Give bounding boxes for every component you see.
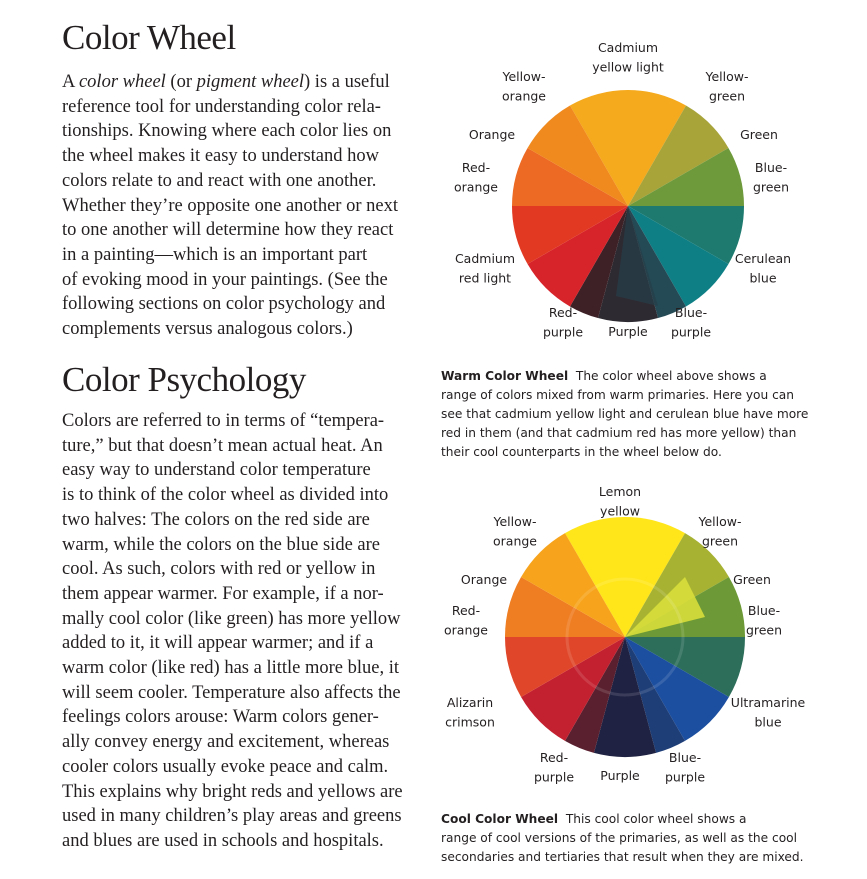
psych-line: them appear warmer. For example, if a nor- (62, 583, 384, 604)
psych-line: feelings colors arouse: Warm colors gener- (62, 707, 379, 728)
wheel-label-red-orange: Red-orange (454, 160, 498, 195)
wheel-label-yellow-green: Yellow-green (705, 69, 749, 104)
wheel-label-top: Cadmium yellow light (592, 40, 664, 75)
wheel-label-yellow-orange: Yellow-orange (493, 514, 537, 549)
wheel-label-blue: Cerulean blue (734, 251, 792, 286)
wheel-label-blue-purple: Blue-purple (670, 305, 712, 340)
psych-line: ture,” but that doesn’t mean actual heat. An (62, 435, 383, 456)
intro-line: Whether they’re opposite one another or next (62, 195, 398, 216)
caption-line: range of colors mixed from warm primaries. Here you can (441, 388, 794, 402)
wheel-label-green: Green (740, 127, 778, 142)
wheel-label-green: Green (733, 572, 771, 587)
caption-line: see that cadmium yellow light and cerulean blue have more (441, 407, 809, 421)
intro-line: in a painting—which is an important part (62, 244, 368, 265)
wheel-label-blue: Ultramarine blue (730, 695, 806, 730)
wheel-label-blue-purple: Blue-purple (664, 750, 706, 785)
wheel-label-orange: Orange (460, 572, 508, 587)
intro-line: complements versus analogous colors.) (62, 319, 353, 340)
caption-line: red in them (and that cadmium red has more yellow) than (441, 426, 797, 440)
wheel-label-red: Alizarin crimson (445, 695, 495, 730)
wheel-label-red-purple: Red-purple (533, 750, 575, 785)
wheel-label-red-purple: Red-purple (542, 305, 584, 340)
wheel-label-red: Cadmium red light (454, 251, 516, 286)
caption-line: range of cool versions of the primaries, as well as the cool (441, 831, 798, 845)
wheel-label-yellow-orange: Yellow-orange (502, 69, 546, 104)
psych-line: This explains why bright reds and yellows are (62, 781, 403, 802)
psych-line: ally convey energy and excitement, whereas (62, 732, 390, 753)
cool-wheel-caption (441, 810, 821, 867)
caption-line: Cool Color Wheel This cool color wheel shows a (441, 812, 747, 826)
intro-line: reference tool for understanding color rela- (62, 96, 381, 117)
psych-line: used in many children’s play areas and greens (62, 806, 402, 827)
wheel-label-blue-green: Blue-green (752, 160, 790, 195)
color-wheel-heading: Color Wheel (62, 18, 236, 57)
intro-line: colors relate to and react with one another. (62, 170, 377, 191)
psych-line: added to it, it will appear warmer; and if a (62, 633, 374, 654)
caption-line: their cool counterparts in the wheel below do. (441, 445, 722, 459)
intro-line: to one another will determine how they react (62, 220, 394, 241)
psych-line: warm, while the colors on the blue side are (62, 534, 380, 555)
wheel-label-red-orange: Red-orange (444, 603, 488, 638)
intro-line: A color wheel (or pigment wheel) is a useful (62, 72, 390, 92)
warm-caption-title: Warm Color Wheel (441, 369, 569, 383)
intro-line: of evoking mood in your paintings. (See the (62, 269, 388, 290)
cool-caption-title: Cool Color Wheel (441, 812, 559, 826)
wheel-label-purple: Purple (608, 324, 648, 339)
intro-line: the wheel makes it easy to understand how (62, 146, 379, 167)
psych-line: cooler colors usually evoke peace and calm. (62, 756, 389, 777)
wheel-label-top: Lemon yellow (598, 484, 642, 519)
color-psychology-heading: Color Psychology (62, 360, 306, 399)
wheel-label-purple: Purple (600, 768, 640, 783)
warm-wheel-caption (441, 367, 821, 462)
wheel-label-blue-green: Blue-green (745, 603, 783, 638)
psych-line: will seem cooler. Temperature also affects the (62, 682, 401, 703)
psych-line: cool. As such, colors with red or yellow in (62, 559, 376, 580)
intro-line: tionships. Knowing where each color lies on (62, 121, 392, 142)
psych-line: mally cool color (like green) has more yellow (62, 608, 401, 629)
wheel-label-orange: Orange (468, 127, 516, 142)
psych-line: is to think of the color wheel as divided into (62, 485, 389, 506)
psych-line: two halves: The colors on the red side are (62, 509, 370, 530)
wheel-label-yellow-green: Yellow-green (698, 514, 742, 549)
warm-wheel-diagram (454, 40, 791, 340)
psych-line: and blues are used in schools and hospitals. (62, 830, 384, 851)
caption-line: secondaries and tertiaries that result when they are mixed. (441, 850, 804, 864)
psych-line: warm color (like red) has a little more blue, it (62, 658, 399, 679)
psych-line: easy way to understand color temperature (62, 460, 371, 481)
cool-wheel-diagram (444, 484, 805, 785)
caption-line: Warm Color Wheel The color wheel above shows a (441, 369, 767, 383)
intro-line: following sections on color psychology and (62, 294, 386, 315)
psych-line: Colors are referred to in terms of “tempera- (62, 411, 385, 431)
